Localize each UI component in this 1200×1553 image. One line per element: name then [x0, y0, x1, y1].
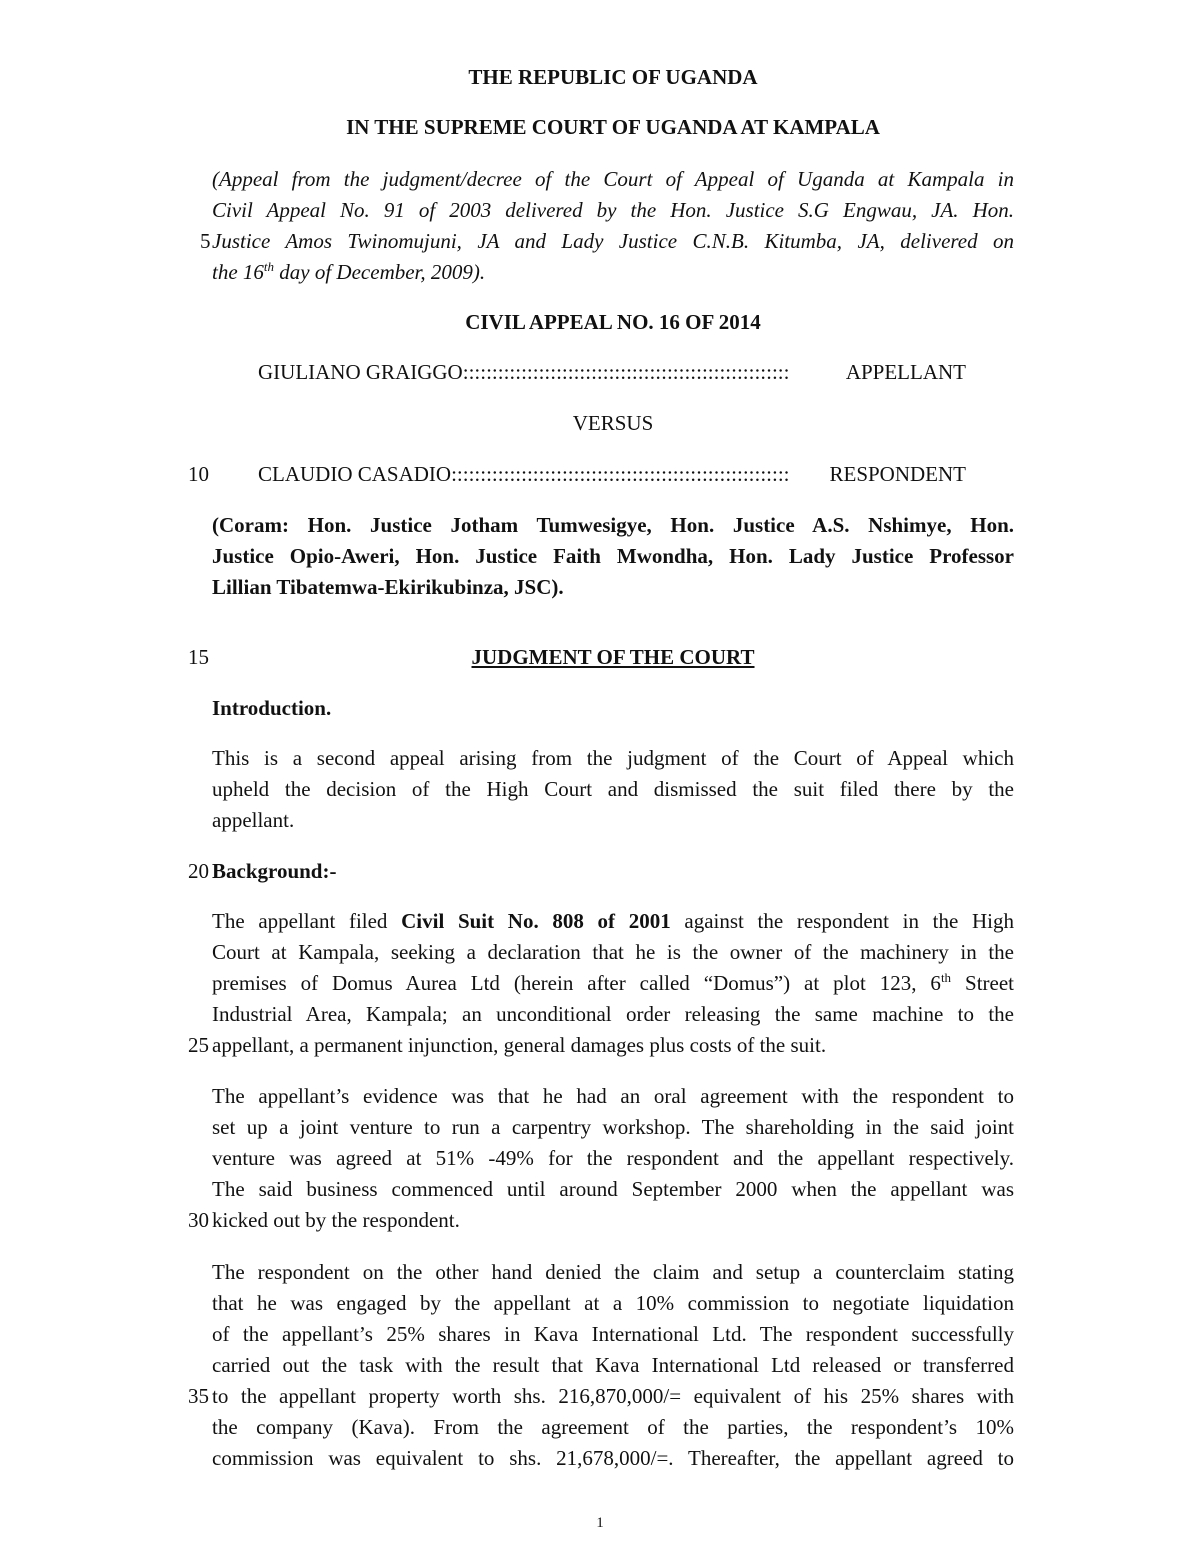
court-heading: IN THE SUPREME COURT OF UGANDA AT KAMPALA [346, 115, 880, 139]
paragraph-line: venture was agreed at 51% -49% for the respondent and the appellant respectively. [212, 1146, 1014, 1170]
respondent-name: CLAUDIO CASADIO [258, 462, 452, 486]
paragraph-line: The said business commenced until around September 2000 when the appellant was [212, 1177, 1014, 1201]
appeal-from-line: Civil Appeal No. 91 of 2003 delivered by the Hon. Justice S.G Engwau, JA. Hon. [212, 198, 1014, 222]
introduction-paragraph [212, 743, 1014, 836]
paragraph-line: of the appellant’s 25% shares in Kava International Ltd. The respondent successfully [212, 1322, 1014, 1346]
appellant-role: APPELLANT [845, 360, 966, 384]
paragraph-line: The appellant filed Civil Suit No. 808 of 2001 against the respondent in the High [212, 909, 1014, 933]
appeal-from-line: the 16th day of December, 2009). [212, 259, 486, 284]
appeal-from-line: Justice Amos Twinomujuni, JA and Lady Justice C.N.B. Kitumba, JA, delivered on [212, 229, 1014, 253]
paragraph-line: the company (Kava). From the agreement of the parties, the respondent’s 10% [212, 1415, 1014, 1439]
versus-label: VERSUS [572, 411, 654, 435]
coram-line: (Coram: Hon. Justice Jotham Tumwesigye, Hon. Justice A.S. Nshimye, Hon. [212, 513, 1014, 537]
paragraph-line: premises of Domus Aurea Ltd (herein after called “Domus”) at plot 123, 6th Street [212, 970, 1014, 995]
respondent-line [258, 459, 966, 490]
line-number: 30 [188, 1208, 209, 1232]
case-title: CIVIL APPEAL NO. 16 OF 2014 [465, 310, 761, 334]
background-paragraph-2 [212, 1081, 1014, 1236]
republic-heading: THE REPUBLIC OF UGANDA [468, 65, 758, 89]
page-number: 1 [596, 1515, 604, 1531]
appeal-from-block [212, 164, 1014, 288]
paragraph-line: set up a joint venture to run a carpentry workshop. The shareholding in the said joint [212, 1115, 1014, 1139]
appellant-dots: :::::::::::::::::::::::::::::::::::::::::::::::::::::::: [462, 360, 790, 384]
coram-block [212, 510, 1014, 603]
paragraph-line: This is a second appeal arising from the judgment of the Court of Appeal which [212, 746, 1014, 770]
background-paragraph-1 [212, 906, 1014, 1061]
coram-line: Lillian Tibatemwa-Ekirikubinza, JSC). [212, 575, 564, 599]
appellant-line [258, 357, 966, 388]
paragraph-line: The respondent on the other hand denied the claim and setup a counterclaim stating [212, 1260, 1014, 1284]
paragraph-line: Industrial Area, Kampala; an unconditional order releasing the same machine to the [212, 1002, 1014, 1026]
line-number: 10 [188, 462, 209, 486]
civil-suit-reference: Civil Suit No. 808 of 2001 [401, 909, 671, 933]
paragraph-line: carried out the task with the result that Kava International Ltd released or transferred [212, 1353, 1014, 1377]
line-number: 15 [188, 645, 209, 669]
appellant-name: GIULIANO GRAIGGO [258, 360, 463, 384]
judgment-heading: JUDGMENT OF THE COURT [471, 645, 755, 669]
paragraph-line: commission was equivalent to shs. 21,678,000/=. Thereafter, the appellant agreed to [212, 1446, 1014, 1470]
paragraph-line: The appellant’s evidence was that he had an oral agreement with the respondent to [212, 1084, 1014, 1108]
respondent-role: RESPONDENT [829, 462, 966, 486]
respondent-dots: :::::::::::::::::::::::::::::::::::::::::::::::::::::::::: [451, 462, 790, 486]
paragraph-line: to the appellant property worth shs. 216,870,000/= equivalent of his 25% shares with [212, 1384, 1014, 1408]
line-number: 5 [200, 229, 211, 253]
line-number: 35 [188, 1384, 209, 1408]
introduction-heading: Introduction. [212, 696, 332, 720]
line-number: 20 [188, 859, 209, 883]
background-paragraph-3 [212, 1257, 1014, 1474]
line-number: 25 [188, 1033, 209, 1057]
paragraph-line: appellant. [212, 808, 295, 832]
paragraph-line: kicked out by the respondent. [212, 1208, 460, 1232]
background-heading: Background:- [212, 859, 337, 883]
appeal-from-line: (Appeal from the judgment/decree of the Court of Appeal of Uganda at Kampala in [212, 167, 1014, 191]
paragraph-line: that he was engaged by the appellant at a 10% commission to negotiate liquidation [212, 1291, 1014, 1315]
paragraph-line: appellant, a permanent injunction, general damages plus costs of the suit. [212, 1033, 827, 1057]
paragraph-line: upheld the decision of the High Court and dismissed the suit filed there by the [212, 777, 1014, 801]
paragraph-line: Court at Kampala, seeking a declaration that he is the owner of the machinery in the [212, 940, 1014, 964]
coram-line: Justice Opio-Aweri, Hon. Justice Faith Mwondha, Hon. Lady Justice Professor [212, 544, 1014, 568]
